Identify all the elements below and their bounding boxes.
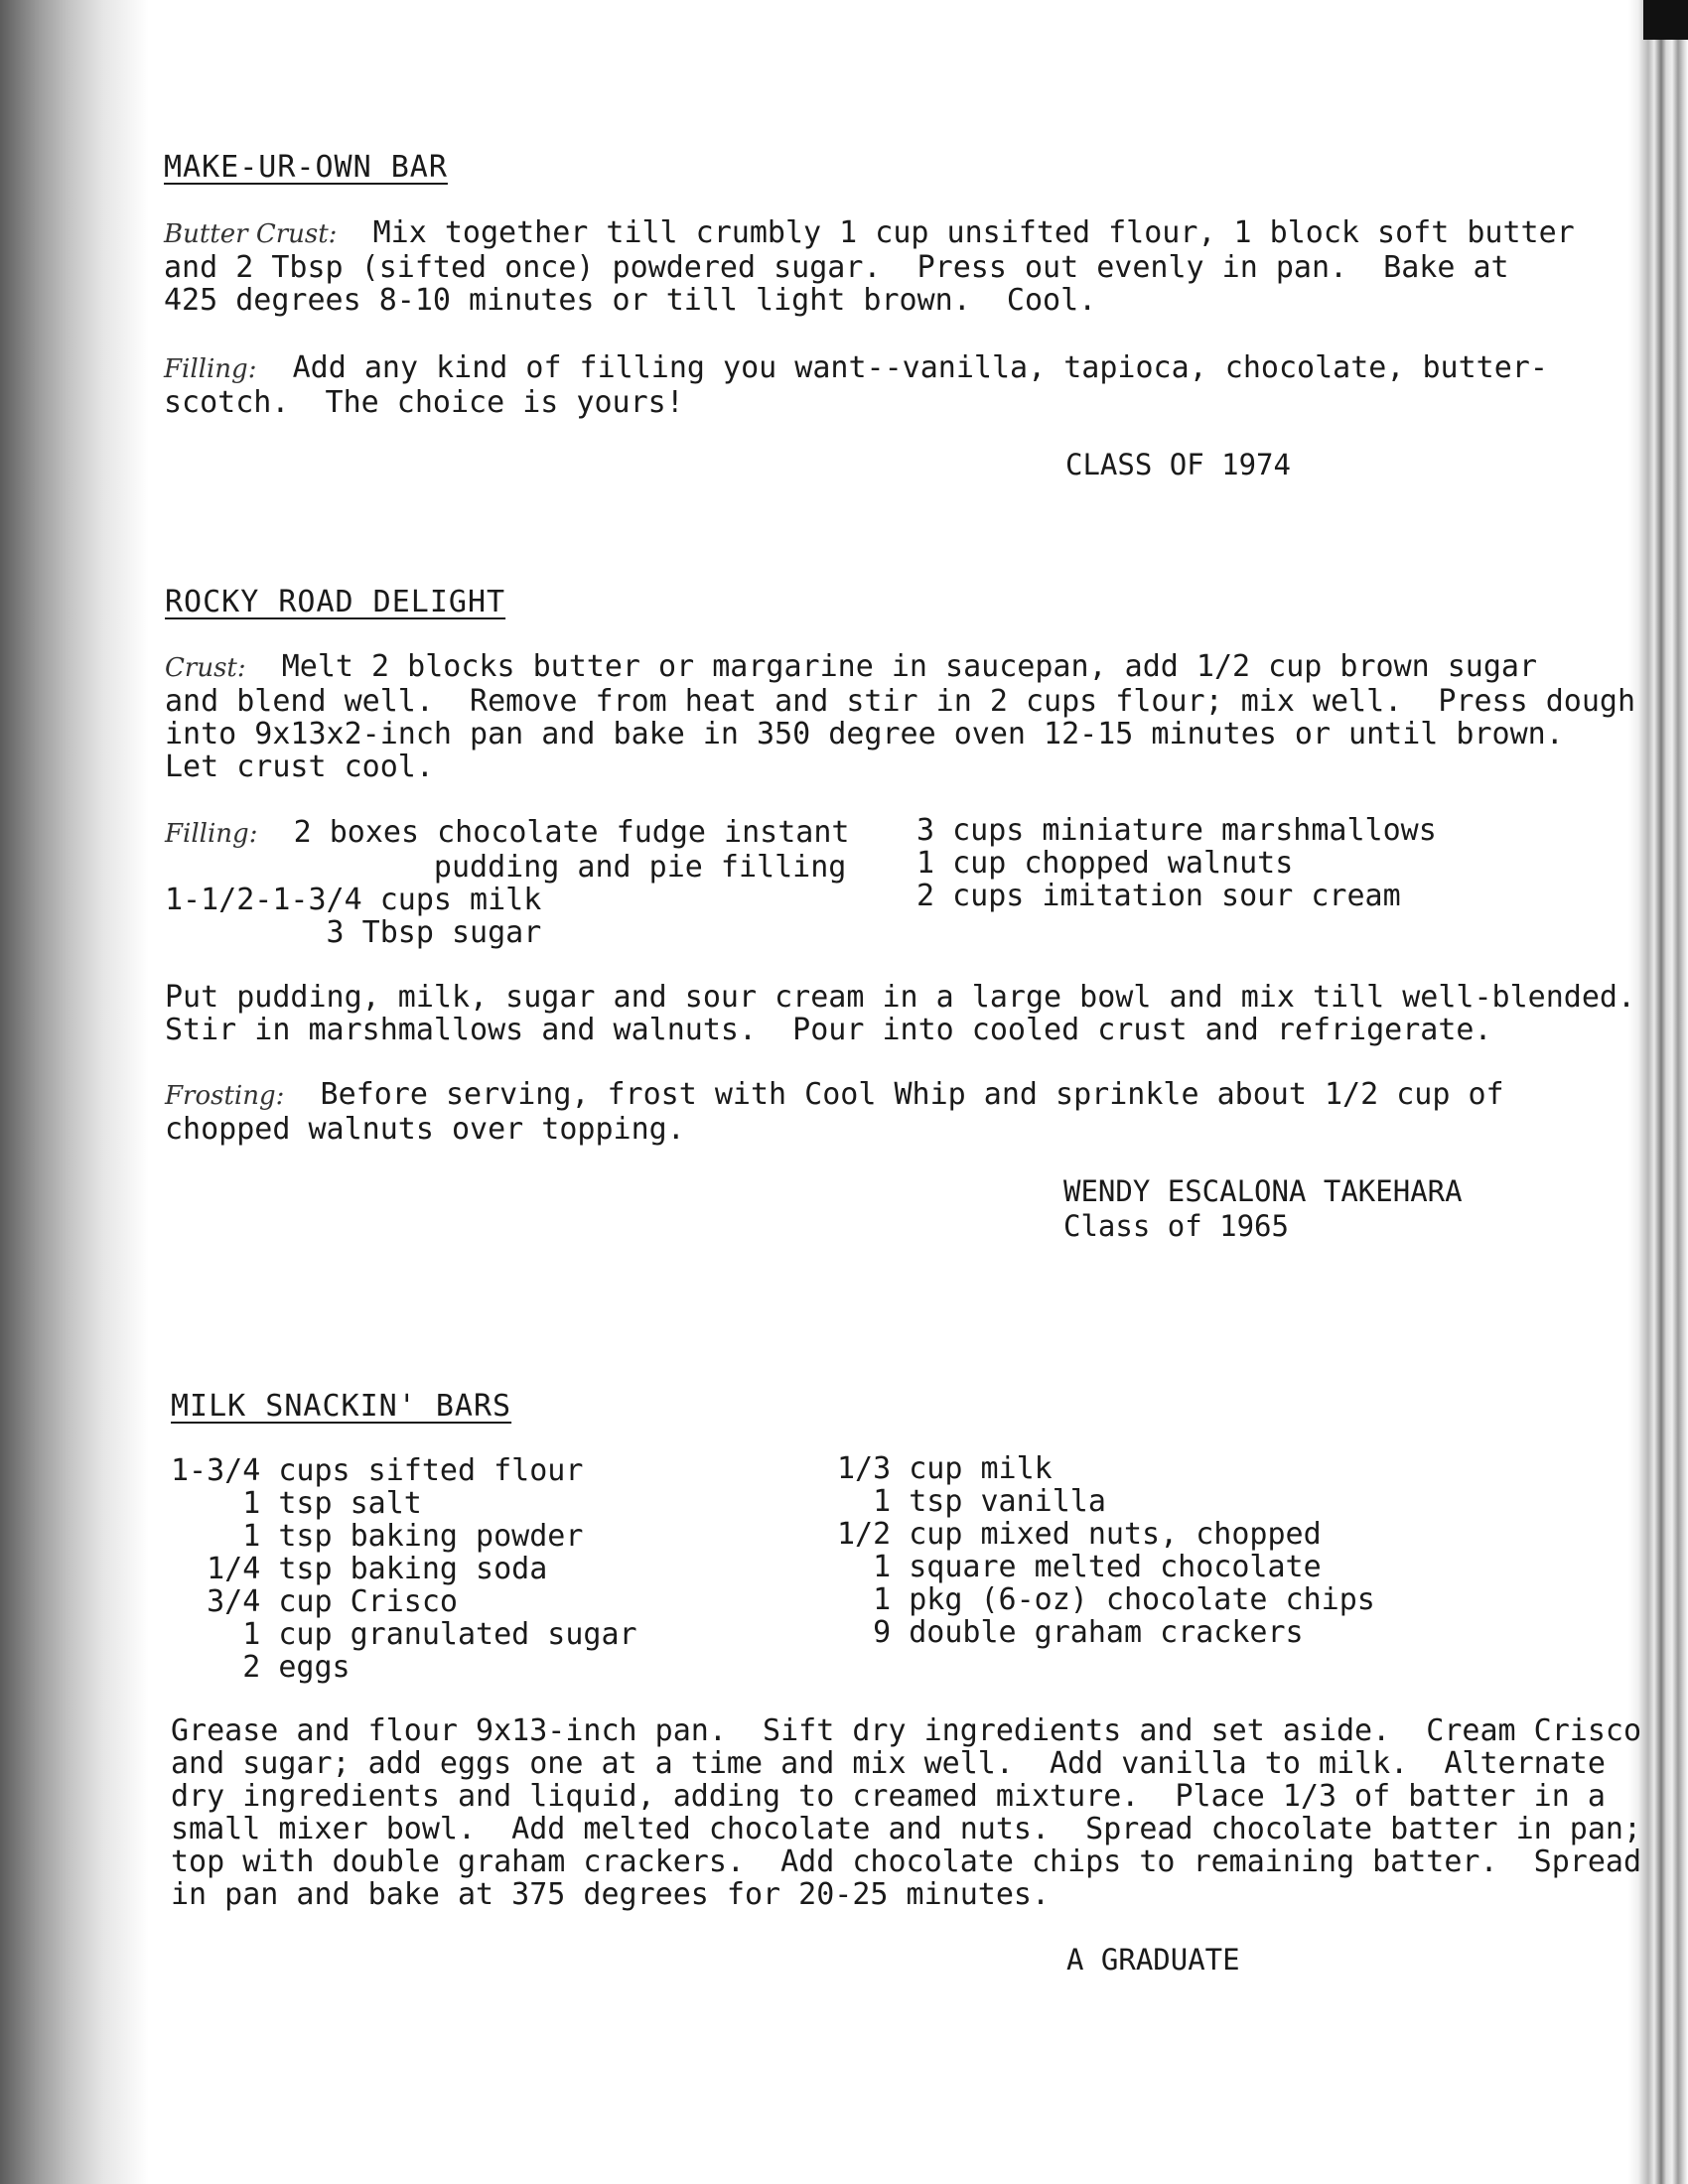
rocky-method-paragraph [165,981,1635,1046]
recipe-title-rocky-road-delight: ROCKY ROAD DELIGHT [165,585,506,619]
snack-ingredients-right [837,1452,1375,1649]
rocky-crust-label: Crust: [165,653,246,683]
rocky-filling-label: Filling: [165,819,258,849]
rocky-crust-line-2: and blend well. Remove from heat and stir in 2 cups flour; mix well. Press dough [165,684,1636,719]
snack-method-line-4: small mixer bowl. Add melted chocolate and nuts. Spread chocolate batter in pan; [171,1812,1642,1846]
snack-ingredients-left [171,1454,637,1684]
recipe-title-milk-snackin-bars: MILK SNACKIN' BARS [171,1389,512,1424]
snack-method-line-5: top with double graham crackers. Add chocolate chips to remaining batter. Spread [171,1844,1642,1879]
snack-method-line-2: and sugar; add eggs one at a time and mix well. Add vanilla to milk. Alternate [171,1746,1606,1781]
rocky-crust-line-1: Melt 2 blocks butter or margarine in saucepan, add 1/2 cup brown sugar [245,649,1538,684]
left-ingredient: 1-3/4 cups sifted flour [171,1453,584,1488]
recipe3-credit: A GRADUATE [1066,1943,1240,1977]
rocky-filling-right-2: 1 cup chopped walnuts [916,846,1294,881]
snack-method-line-6: in pan and bake at 375 degrees for 20-25 minutes. [171,1877,1051,1912]
rocky-crust-paragraph [165,650,1635,783]
rocky-frosting-line-1: Before serving, frost with Cool Whip and sprinkle about 1/2 cup of [284,1077,1504,1112]
recipe2-credit [1063,1174,1463,1244]
left-ingredient: 1/4 tsp baking soda [171,1552,548,1586]
right-ingredient: 1 square melted chocolate [837,1550,1322,1584]
recipe2-credit-name: WENDY ESCALONA TAKEHARA [1063,1174,1463,1208]
right-ingredient: 9 double graham crackers [837,1615,1304,1650]
butter-crust-label: Butter Crust: [164,219,338,249]
recipe1-credit: CLASS OF 1974 [1065,448,1291,481]
rocky-frosting-line-2: chopped walnuts over topping. [165,1112,685,1147]
rocky-filling-right-1: 3 cups miniature marshmallows [916,813,1437,848]
rocky-filling-left-3: 1-1/2-1-3/4 cups milk [165,883,542,917]
butter-crust-paragraph [164,216,1575,317]
filling-line-2: scotch. The choice is yours! [164,385,684,420]
left-ingredient: 3/4 cup Crisco [171,1584,458,1619]
butter-crust-line-3: 425 degrees 8-10 minutes or till light brown. Cool. [164,283,1097,318]
rocky-filling-left-column [165,816,849,949]
rocky-crust-line-4: Let crust cool. [165,750,434,784]
filling-label: Filling: [164,354,257,384]
right-ingredient: 1 tsp vanilla [837,1484,1106,1519]
rocky-crust-line-3: into 9x13x2-inch pan and bake in 350 degree oven 12-15 minutes or until brown. [165,717,1564,751]
filling-paragraph [164,351,1548,419]
rocky-filling-left-1: 2 boxes chocolate fudge instant [257,815,850,850]
left-ingredient: 2 eggs [171,1650,351,1685]
rocky-filling-left-4: 3 Tbsp sugar [165,915,542,950]
recipe-title-make-ur-own-bar: MAKE-UR-OWN BAR [164,150,448,185]
rocky-filling-left-2: pudding and pie filling [165,850,847,885]
left-ingredient: 1 cup granulated sugar [171,1617,637,1652]
rocky-method-line-1: Put pudding, milk, sugar and sour cream in a large bowl and mix till well-blended. [165,980,1636,1015]
snack-method-paragraph [171,1714,1641,1911]
rocky-frosting-label: Frosting: [165,1081,285,1111]
snack-method-line-3: dry ingredients and liquid, adding to creamed mixture. Place 1/3 of batter in a [171,1779,1606,1814]
right-ingredient: 1 pkg (6-oz) chocolate chips [837,1582,1375,1617]
rocky-filling-right-3: 2 cups imitation sour cream [916,879,1401,913]
snack-method-line-1: Grease and flour 9x13-inch pan. Sift dry ingredients and set aside. Cream Crisco [171,1713,1642,1748]
left-ingredient: 1 tsp salt [171,1486,422,1521]
butter-crust-line-1: Mix together till crumbly 1 cup unsifted flour, 1 block soft butter [337,215,1575,250]
rocky-method-line-2: Stir in marshmallows and walnuts. Pour into cooled crust and refrigerate. [165,1013,1492,1047]
recipe2-credit-class: Class of 1965 [1063,1209,1289,1243]
rocky-frosting-paragraph [165,1078,1504,1146]
filling-line-1: Add any kind of filling you want--vanilla, tapioca, chocolate, butter- [256,350,1548,385]
left-ingredient: 1 tsp baking powder [171,1519,584,1554]
right-ingredient: 1/2 cup mixed nuts, chopped [837,1517,1322,1552]
right-ingredient: 1/3 cup milk [837,1451,1053,1486]
butter-crust-line-2: and 2 Tbsp (sifted once) powdered sugar. Press out evenly in pan. Bake at [164,250,1509,285]
rocky-filling-right-column [916,814,1437,912]
